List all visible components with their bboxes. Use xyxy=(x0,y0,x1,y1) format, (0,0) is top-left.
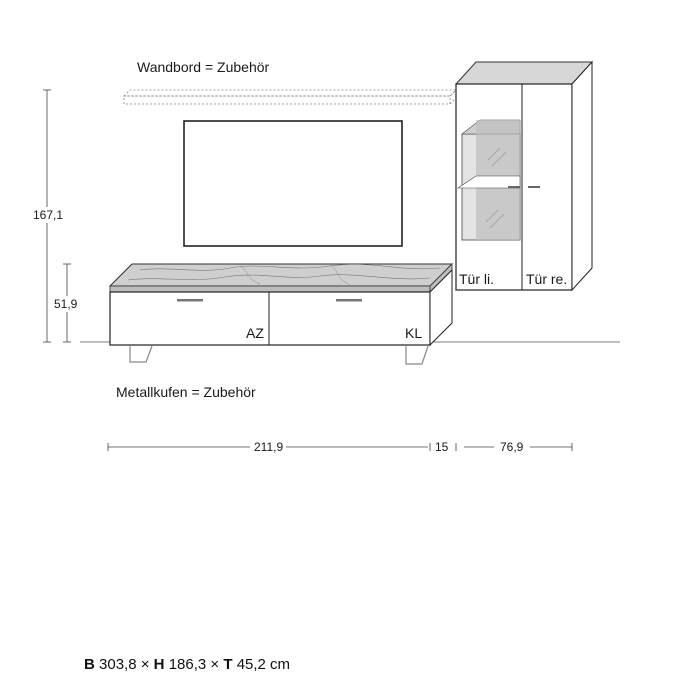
overall-dimensions xyxy=(84,656,290,673)
t-label: T xyxy=(223,656,233,673)
times-sign-1: × xyxy=(140,656,150,673)
h-value: 186,3 xyxy=(168,656,207,673)
lowboard-top xyxy=(110,264,452,292)
display-cabinet xyxy=(456,62,592,290)
door-right-label: Tür re. xyxy=(526,271,568,287)
h-label: H xyxy=(153,656,165,673)
wall-shelf xyxy=(124,90,456,104)
door-kl-label: KL xyxy=(405,325,423,341)
height-total-value: 167,1 xyxy=(33,208,64,222)
t-value: 45,2 cm xyxy=(236,656,291,673)
times-sign-2: × xyxy=(210,656,220,673)
metallkufen-label: Metallkufen = Zubehör xyxy=(116,384,256,400)
height-lowboard-value: 51,9 xyxy=(54,297,78,311)
b-label: B xyxy=(84,656,95,673)
width-lowboard-value: 211,9 xyxy=(254,440,284,454)
door-left-label: Tür li. xyxy=(459,271,494,287)
gap-value: 15 xyxy=(435,440,449,454)
width-cabinet-value: 76,9 xyxy=(500,440,524,454)
wandbord-label: Wandbord = Zubehör xyxy=(137,59,270,75)
tv-screen xyxy=(184,121,402,246)
b-value: 303,8 xyxy=(99,656,137,673)
metal-runners xyxy=(130,346,428,364)
door-az-label: AZ xyxy=(246,325,264,341)
